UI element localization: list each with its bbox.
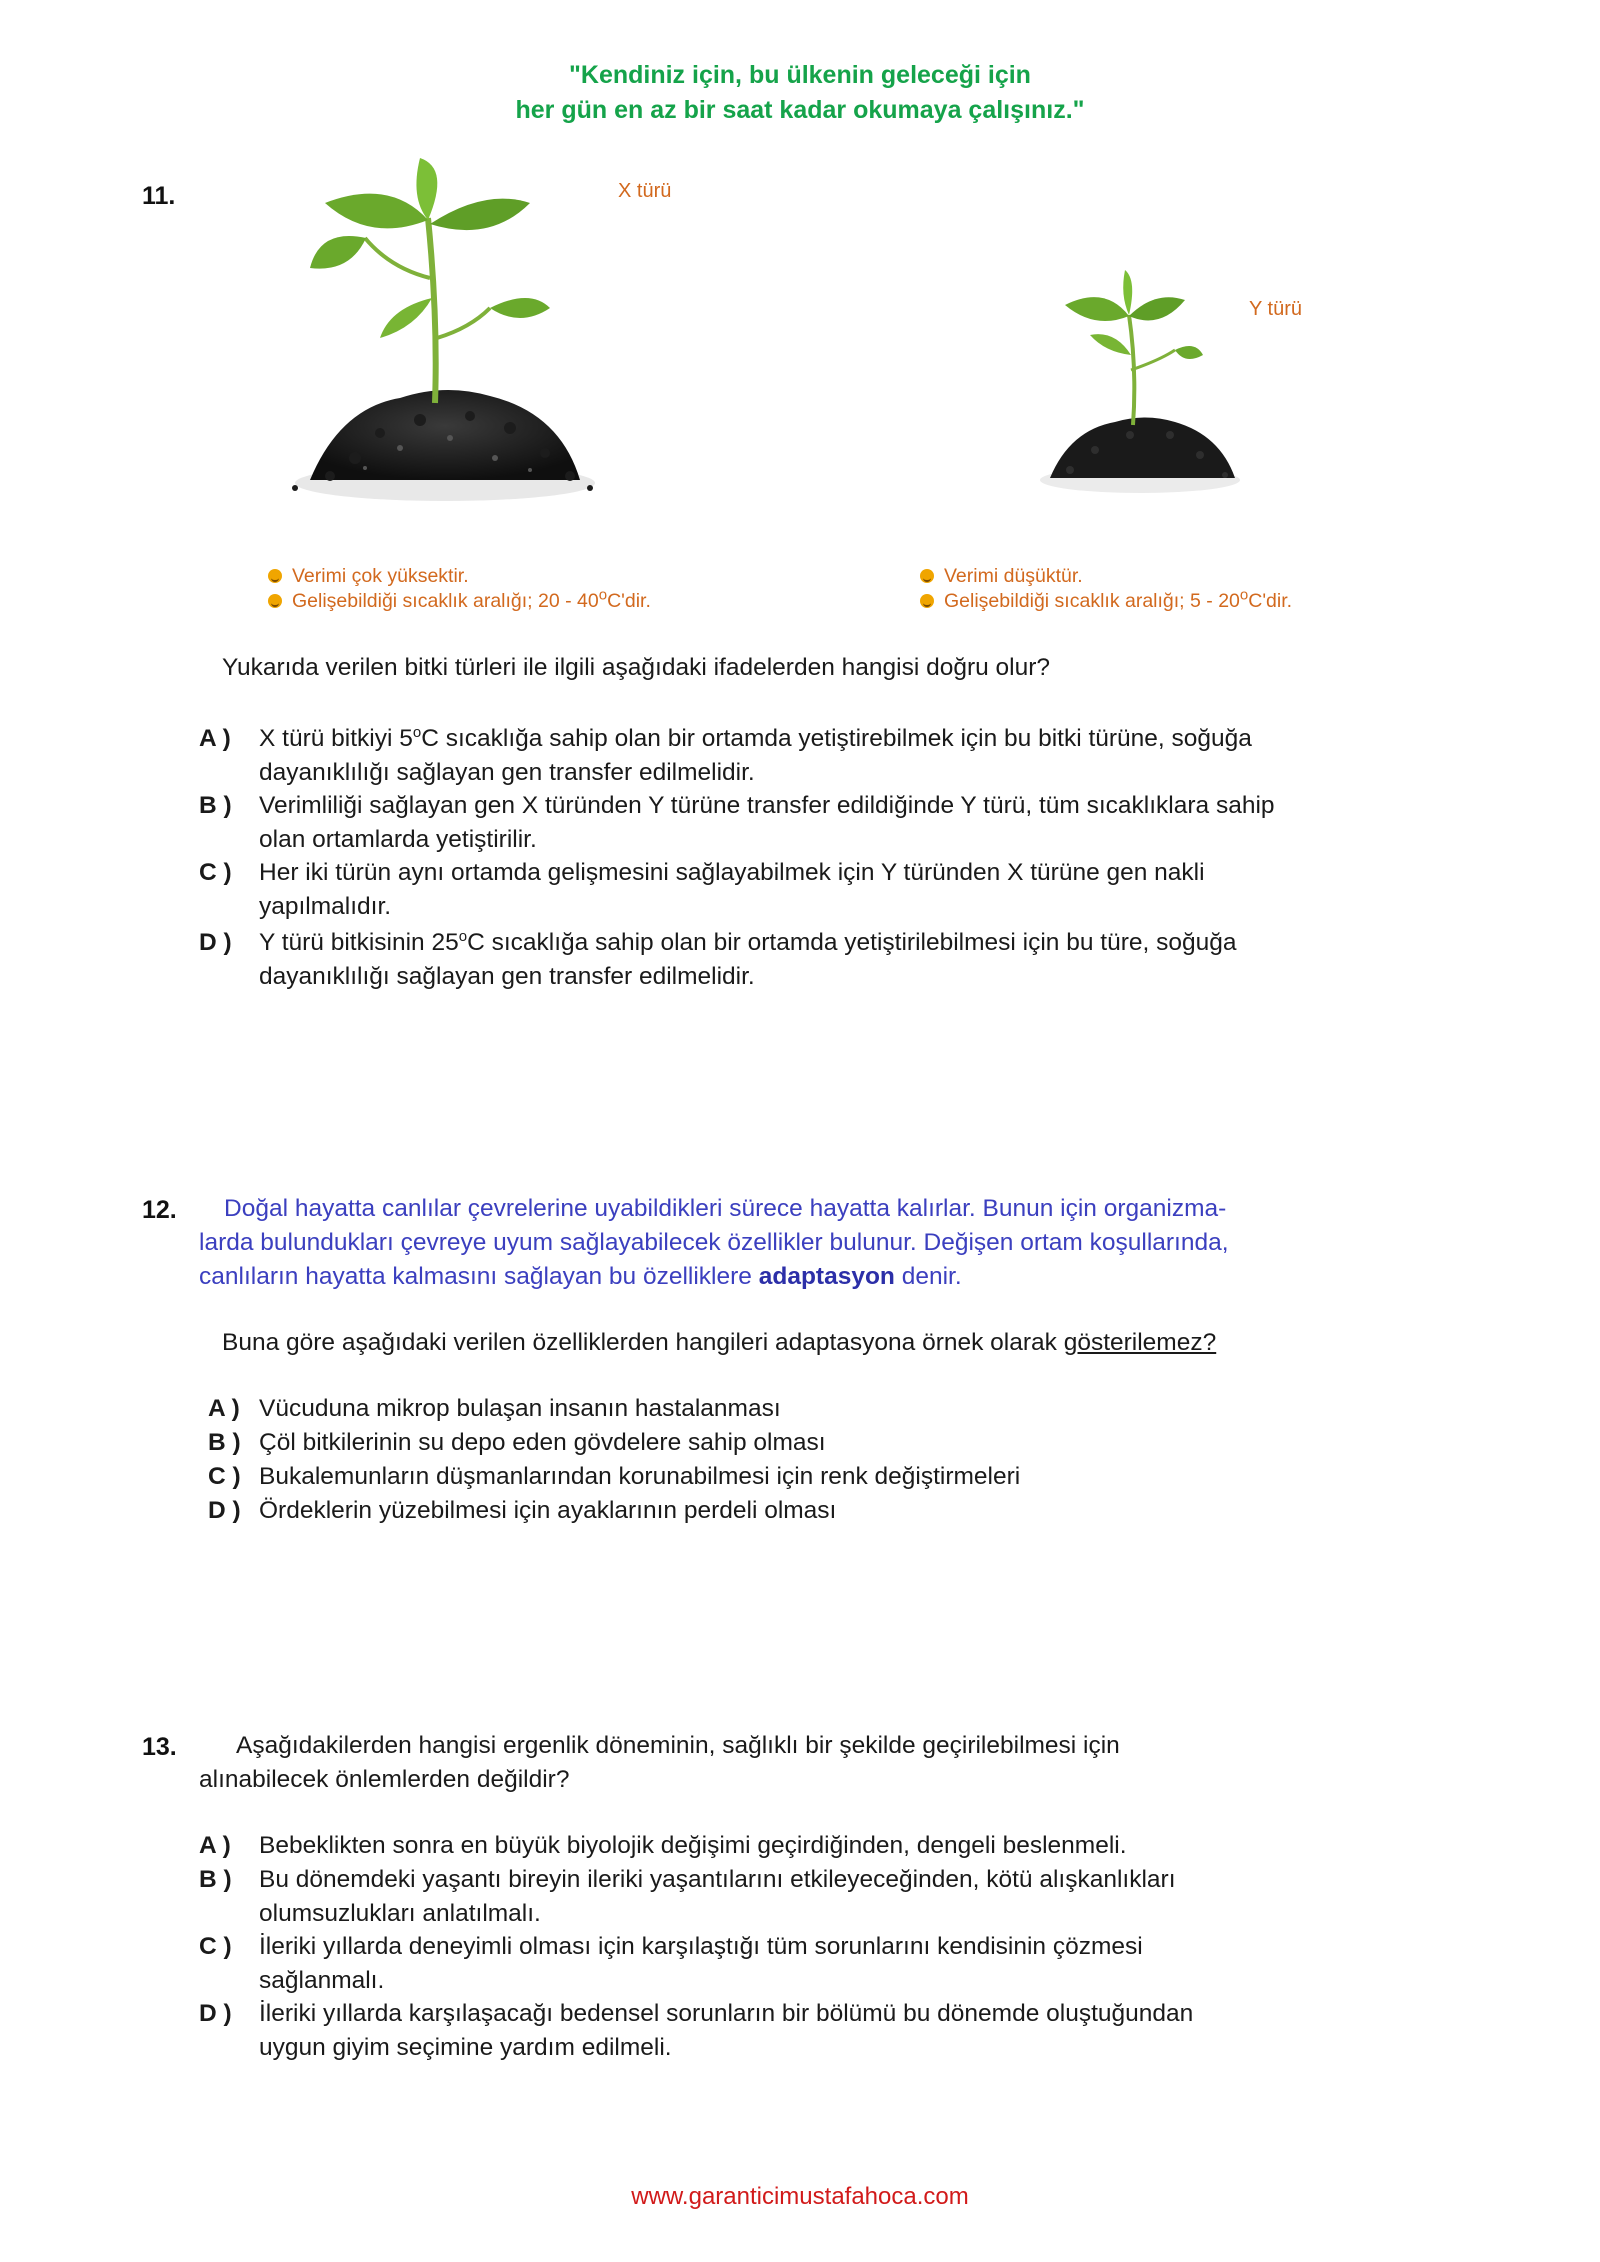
option-letter: D ): [199, 2000, 232, 2027]
q11-option-d[interactable]: [199, 926, 1449, 994]
q12-option-d[interactable]: [208, 1494, 1408, 1528]
q12-option-b[interactable]: [208, 1426, 1408, 1460]
option-letter: A ): [199, 1832, 231, 1859]
q11-option-a[interactable]: [199, 722, 1449, 790]
option-letter: B ): [199, 792, 232, 819]
smiley-bullet-icon: [268, 569, 282, 583]
q13-option-a[interactable]: [199, 1829, 1449, 1863]
q12-paragraph-line-1: Doğal hayatta canlılar çevrelerine uyabildikleri sürece hayatta kalırlar. Bunun için organizma-: [224, 1195, 1227, 1222]
option-letter: D ): [199, 929, 232, 956]
motto-line-1: "Kendiniz için, bu ülkenin geleceği için: [569, 61, 1031, 89]
q11-option-c[interactable]: [199, 856, 1449, 924]
option-text: İleriki yıllarda karşılaşacağı bedensel sorunların bir bölümü bu dönemde oluştuğundan uygun giyim seçimine yardım edilmeli.: [259, 2000, 1194, 2061]
q13-option-d[interactable]: [199, 1997, 1449, 2065]
q12-paragraph-line-2: larda bulundukları çevreye uyum sağlayabilecek özellikler bulunur. Değişen ortam koşullarında,: [199, 1229, 1229, 1256]
adaptasyon-keyword: adaptasyon: [758, 1263, 895, 1290]
option-text: Ördeklerin yüzebilmesi için ayaklarının perdeli olması: [259, 1497, 837, 1524]
option-letter: C ): [199, 1933, 232, 1960]
question-number-13: 13.: [142, 1733, 177, 1761]
x-feature-temperature: Gelişebildiği sıcaklık aralığı; 20 - 40$^o$C'dir.: [268, 589, 651, 614]
option-text: Çöl bitkilerinin su depo eden gövdelere sahip olması: [259, 1429, 826, 1456]
negation-emphasis: gösterilemez?: [1063, 1329, 1217, 1356]
y-feature-yield: Verimi düşüktür.: [920, 564, 1083, 589]
q11-option-b[interactable]: [199, 789, 1449, 857]
q13-option-b[interactable]: [199, 1863, 1449, 1931]
option-text: Bebeklikten sonra en büyük biyolojik değişimi geçirdiğinden, dengeli beslenmeli.: [259, 1832, 1127, 1859]
motto-line-2: her gün en az bir saat kadar okumaya çalışınız.": [515, 96, 1085, 124]
y-feature-temperature: Gelişebildiği sıcaklık aralığı; 5 - 20$^o$C'dir.: [920, 589, 1292, 614]
option-text: X türü bitkiyi 5$^o$C sıcaklığa sahip olan bir ortamda yetiştirebilmek için bu bitki türüne, soğuğa dayanıklılığı sağlayan gen transfer edilmelidir.: [259, 723, 1252, 786]
option-letter: C ): [199, 859, 232, 886]
plant-x-image: [270, 158, 610, 533]
option-text: Her iki türün aynı ortamda gelişmesini sağlayabilmek için Y türünden X türüne gen nakli yapılmalıdır.: [259, 859, 1205, 920]
x-feature-yield: Verimi çok yüksektir.: [268, 564, 469, 589]
option-letter: A ): [199, 725, 231, 752]
question-number-11: 11.: [142, 182, 176, 210]
question-number-12: 12.: [142, 1196, 177, 1224]
option-letter: B ): [199, 1866, 232, 1893]
q12-option-c[interactable]: [208, 1460, 1408, 1494]
option-text: Y türü bitkisinin 25$^o$C sıcaklığa sahip olan bir ortamda yetiştirilebilmesi için bu türe, soğuğa dayanıklılığı sağlayan gen transfer edilmelidir.: [259, 927, 1237, 990]
plant-y-image: [1025, 270, 1245, 515]
option-letter: D ): [208, 1497, 241, 1524]
q12-paragraph-line-3: canlıların hayatta kalmasını sağlayan bu özelliklere adaptasyon denir.: [199, 1263, 962, 1290]
plant-y-label: Y türü: [1249, 298, 1302, 320]
q13-stem-line-2: alınabilecek önlemlerden değildir?: [199, 1766, 570, 1793]
option-text: Verimliliği sağlayan gen X türünden Y türüne transfer edildiğinde Y türü, tüm sıcaklıklara sahip olan ortamlarda yetiştirilir.: [259, 792, 1275, 853]
smiley-bullet-icon: [920, 569, 934, 583]
q13-stem-line-1: Aşağıdakilerden hangisi ergenlik döneminin, sağlıklı bir şekilde geçirilebilmesi için: [236, 1732, 1120, 1759]
smiley-bullet-icon: [268, 594, 282, 608]
smiley-bullet-icon: [920, 594, 934, 608]
plant-x-label: X türü: [618, 180, 672, 202]
option-letter: C ): [208, 1463, 241, 1490]
question-11-stem: Yukarıda verilen bitki türleri ile ilgili aşağıdaki ifadelerden hangisi doğru olur?: [222, 654, 1051, 681]
option-text: Bukalemunların düşmanlarından korunabilmesi için renk değiştirmeleri: [259, 1463, 1021, 1490]
option-letter: B ): [208, 1429, 241, 1456]
option-letter: A ): [208, 1395, 240, 1422]
option-text: Vücuduna mikrop bulaşan insanın hastalanması: [259, 1395, 781, 1422]
footer-website-link[interactable]: www.garanticimustafahoca.com: [631, 2183, 969, 2210]
option-text: İleriki yıllarda deneyimli olması için karşılaştığı tüm sorunlarını kendisinin çözmesi sağlanmalı.: [259, 1933, 1143, 1994]
q12-option-a[interactable]: [208, 1392, 1408, 1426]
q13-option-c[interactable]: [199, 1930, 1449, 1998]
option-text: Bu dönemdeki yaşantı bireyin ileriki yaşantılarını etkileyeceğinden, kötü alışkanlıkları olumsuzlukları anlatılmalı.: [259, 1866, 1176, 1927]
question-12-stem: Buna göre aşağıdaki verilen özelliklerden hangileri adaptasyona örnek olarak gösterilemez?: [222, 1329, 1217, 1356]
